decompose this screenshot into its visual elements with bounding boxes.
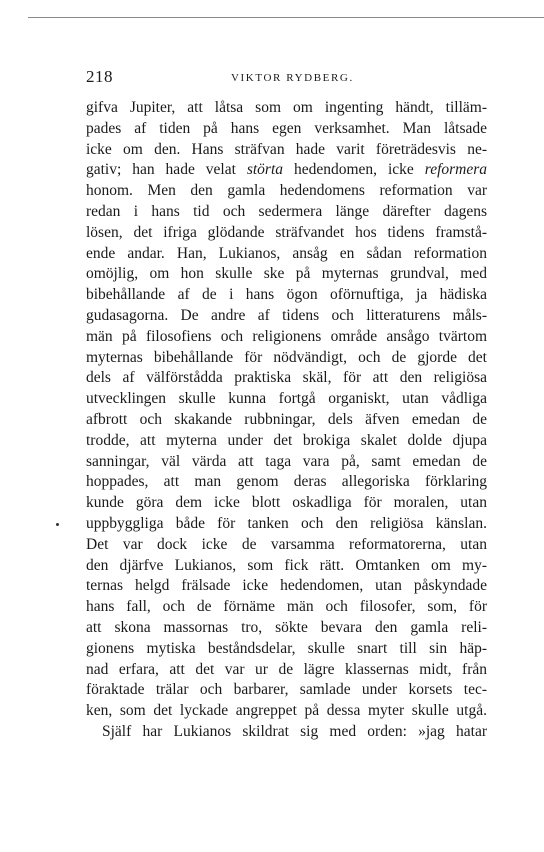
text-line: den djärfve Lukianos, som fick rätt. Omtanken om my- xyxy=(86,556,487,574)
text-line: pades af tiden på hans egen verksamhet. Man låtsade xyxy=(86,119,487,137)
text-line: dels af välförstådda praktiska skäl, för att den religiösa xyxy=(86,369,487,387)
text-line: Själf har Lukianos skildrat sig med orden: »jag hatar xyxy=(102,722,487,740)
text-line: icke om den. Hans sträfvan hade varit företrädesvis ne- xyxy=(86,140,487,158)
text-line: ternas helgd frälsade icke hedendomen, utan påskyndade xyxy=(86,577,487,595)
margin-dot xyxy=(56,523,59,526)
page-number: 218 xyxy=(86,67,113,86)
text-line xyxy=(86,160,487,181)
text-line: redan i hans tid och sedermera länge därefter dagens xyxy=(86,202,487,220)
text-line: trodde, att myterna under det brokiga skalet dolde djupa xyxy=(86,431,487,449)
text-line: gudasagorna. De andre af tidens och litteraturens måls- xyxy=(86,306,487,324)
text-line: nad erfara, att det var ur de lägre klassernas midt, från xyxy=(86,660,487,678)
page-header xyxy=(86,67,487,87)
line-segment: gativ; han hade velat xyxy=(86,161,247,179)
text-line: afbrott och skakande rubbningar, dels äfven emedan de xyxy=(86,410,487,428)
text-line: bibehållande af de i hans ögon oförnuftiga, ja hädiska xyxy=(86,286,487,304)
italic-word: störta xyxy=(246,161,284,179)
text-line: att skona massornas tro, sökte bevara den gamla reli- xyxy=(86,618,487,636)
top-rule xyxy=(28,17,544,18)
text-line: kunde göra dem icke blott oskadliga för moralen, utan xyxy=(86,494,487,512)
text-line: ende andar. Han, Lukianos, ansåg en sådan reformation xyxy=(86,244,487,262)
text-line: Det var dock icke de varsamma reformatorerna, utan xyxy=(86,535,487,553)
text-line: gifva Jupiter, att låtsa som om ingenting händt, tilläm- xyxy=(86,99,487,116)
text-line: föraktade trälar och barbarer, samlade under korsets tec- xyxy=(86,681,487,699)
italic-word: reformera xyxy=(424,161,487,179)
text-line: myternas bibehållande för nödvändigt, och de gjorde det xyxy=(86,348,487,366)
text-line: män på filosofiens och religionens område ansågo tvärtom xyxy=(86,327,487,345)
text-line: hans fall, och de förnäme män och filosofer, som, för xyxy=(86,598,487,616)
body-text xyxy=(86,98,487,743)
running-head: VIKTOR RYDBERG. xyxy=(231,72,354,84)
text-line: sanningar, väl värda att taga vara på, samt emedan de xyxy=(86,452,487,470)
text-line: gionens mytiska beståndsdelar, skulle snart till sin häp- xyxy=(86,639,487,657)
text-line: uppbyggliga både för tanken och den religiösa känslan. xyxy=(86,514,487,532)
text-line: utvecklingen skulle kunna fortgå organiskt, utan vådliga xyxy=(86,390,487,408)
line-segment: hedendomen, icke xyxy=(283,161,425,179)
text-line: honom. Men den gamla hedendomens reformation var xyxy=(86,182,487,200)
text-line: ken, som det lyckade angreppet på dessa myter skulle utgå. xyxy=(86,702,487,720)
text-line: hoppades, att man genom deras allegoriska förklaring xyxy=(86,473,487,491)
text-line: omöjlig, om hon skulle ske på myternas grundval, med xyxy=(86,265,487,283)
text-line: lösen, det ifriga glödande sträfvandet hos tidens framstå- xyxy=(86,223,487,241)
